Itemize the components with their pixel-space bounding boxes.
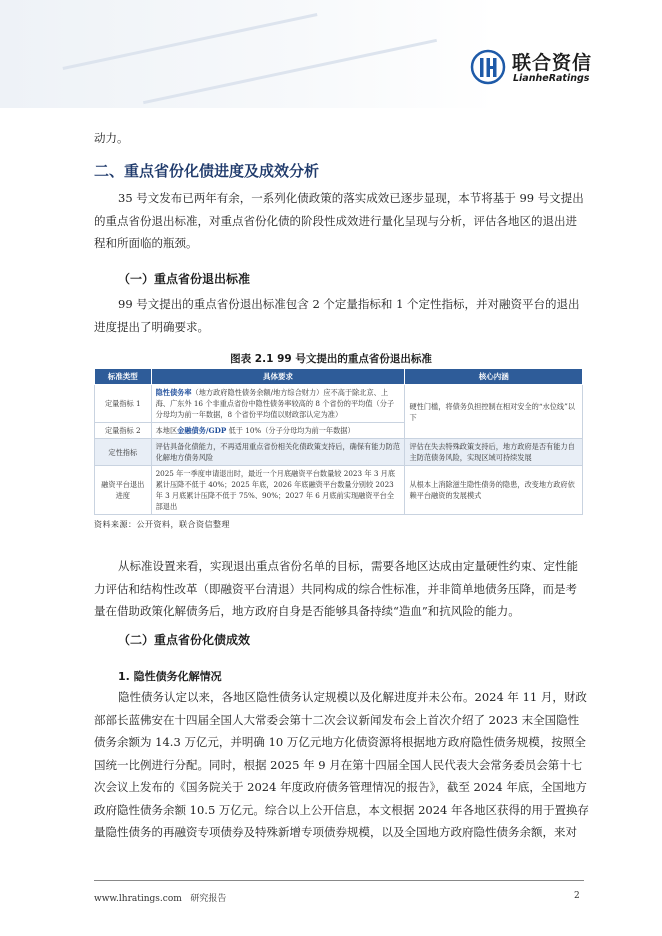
paragraph-line: 从标准设置来看，实现退出重点省份名单的目标，需要各地区达成由定量硬性约束、定性能 — [118, 559, 578, 573]
analysis-paragraph — [94, 555, 584, 623]
footer-divider — [94, 880, 584, 881]
paragraph-line: 债务余额为 14.3 万亿元，并明确 10 万亿元地方化债资源将根据地方政府隐性债务规模，按照全 — [94, 735, 586, 749]
column-header: 核心内涵 — [405, 369, 583, 385]
footer-info — [94, 891, 226, 904]
requirement-prefix: 本地区 — [155, 426, 178, 435]
footer-label: 研究报告 — [190, 894, 227, 904]
paragraph-line: 量在借助政策化解债务后，地方政府自身是否能够具备持续“造血”和抗风险的能力。 — [94, 604, 520, 618]
hidden-debt-paragraph — [94, 686, 589, 844]
standard-core: 评估在失去特殊政策支持后，地方政府是否有能力自主防范债务风险，实现区域可持续发展 — [405, 439, 583, 466]
requirement-keyword: 隐性债务率 — [155, 388, 192, 397]
logo-name-en: LianheRatings — [513, 73, 590, 84]
standard-requirement — [151, 423, 405, 439]
logo-name-cn: 联合资信 — [512, 52, 593, 74]
requirement-keyword: 金融债务/GDP — [177, 426, 227, 435]
lead-in-text: 动力。 — [94, 131, 129, 145]
requirement-text: 低于 10%（分子分母均为前一年数据） — [226, 426, 355, 435]
table-row — [95, 466, 583, 515]
standard-type: 定量指标 2 — [95, 423, 152, 439]
table-header-row — [95, 369, 583, 385]
table-caption: 图表 2.1 99 号文提出的重点省份退出标准 — [230, 353, 432, 365]
paragraph-line: 政府隐性债务余额 10.5 万亿元。综合以上公开信息，本文根据 2024 年各地区获得的用于置换存 — [94, 802, 589, 817]
paragraph-line: 国统一比例进行分配。同时，根据 2025 年 9 月在第十四届全国人民代表大会常务委员会第十七 — [94, 757, 583, 772]
standard-type: 融资平台退出进度 — [95, 466, 152, 515]
paragraph-line: 力评估和结构性改革（即融资平台清退）共同构成的综合性标准，并非简单地债务压降，而是考 — [94, 581, 577, 596]
page-number: 2 — [574, 891, 580, 901]
table-row — [95, 385, 583, 423]
standard-core: 硬性门槛，将债务负担控制在相对安全的“水位线”以下 — [405, 385, 583, 439]
standard-type: 定量指标 1 — [95, 385, 152, 423]
paragraph-line: 程和所面临的瓶颈。 — [94, 236, 198, 250]
paragraph-line: 隐性债务认定以来，各地区隐性债务认定规模以及化解进度并未公布。2024 年 11 月，财政 — [118, 690, 587, 704]
paragraph-line: 部部长蓝佛安在十四届全国人大常委会第十二次会议新闻发布会上首次介绍了 2023 末全国隐性 — [94, 712, 580, 727]
standards-table — [94, 368, 583, 515]
item-heading: 1. 隐性债务化解情况 — [118, 670, 222, 683]
table-source: 资料来源：公开资料，联合资信整理 — [94, 520, 230, 529]
paragraph-line: 量隐性债务的再融资专项债券及特殊新增专项债券规模，以及全国地方政府隐性债务余额，来对 — [94, 825, 577, 839]
paragraph-line: 次会议上发布的《国务院关于 2024 年度政府债务管理情况的报告》，截至 2024 年底，全国地方 — [94, 780, 587, 794]
lianhe-logo-icon — [470, 49, 506, 85]
standard-requirement: 评估具备化债能力，不再适用重点省份相关化债政策支持后，确保有能力防范化解地方债务风险 — [151, 439, 405, 466]
requirement-text: （地方政府隐性债务余额/地方综合财力）应不高于除北京、上海、广东外 16 个非重点省份中隐性债务率较高的 8 个省份的平均值（分子分母均为前一年数据，8 个省份平均值以财政部认定为准） — [155, 388, 395, 419]
standard-type: 定性指标 — [95, 439, 152, 466]
footer-url[interactable]: www.lhratings.com — [94, 894, 182, 904]
paragraph-line: 的重点省份退出标准，对重点省份化债的阶段性成效进行量化呈现与分析，评估各地区的退出进 — [94, 213, 577, 228]
subsection-heading: （一）重点省份退出标准 — [118, 272, 251, 286]
section-intro — [94, 187, 584, 255]
column-header: 标准类型 — [95, 369, 152, 385]
subsection-heading: （二）重点省份化债成效 — [118, 633, 251, 647]
header-decoration — [143, 39, 437, 104]
standard-requirement: 2025 年一季度申请退出时，最近一个月底融资平台数量较 2023 年 3 月底累计压降不低于 40%；2025 年底，2026 年底融资平台数量分别较 2023 年 3 月底累计压降不低于 75%、90%；2027 年 6 月底前实现融资平台全部退出 — [151, 466, 405, 515]
paragraph-line: 99 号文提出的重点省份退出标准包含 2 个定量指标和 1 个定性指标，并对融资平台的退出 — [118, 297, 580, 311]
standard-core: 从根本上消除滋生隐性债务的隐患，改变地方政府依赖平台融资的发展模式 — [405, 466, 583, 515]
company-logo — [470, 48, 593, 90]
standard-requirement — [151, 385, 405, 423]
table-row — [95, 439, 583, 466]
subsection-paragraph — [94, 293, 584, 338]
header-decoration — [63, 13, 318, 70]
section-heading: 二、重点省份化债进度及成效分析 — [94, 162, 320, 180]
paragraph-line: 进度提出了明确要求。 — [94, 319, 209, 334]
column-header: 具体要求 — [151, 369, 405, 385]
paragraph-line: 35 号文发布已两年有余，一系列化债政策的落实成效已逐步显现，本节将基于 99 号文提出 — [118, 191, 584, 205]
